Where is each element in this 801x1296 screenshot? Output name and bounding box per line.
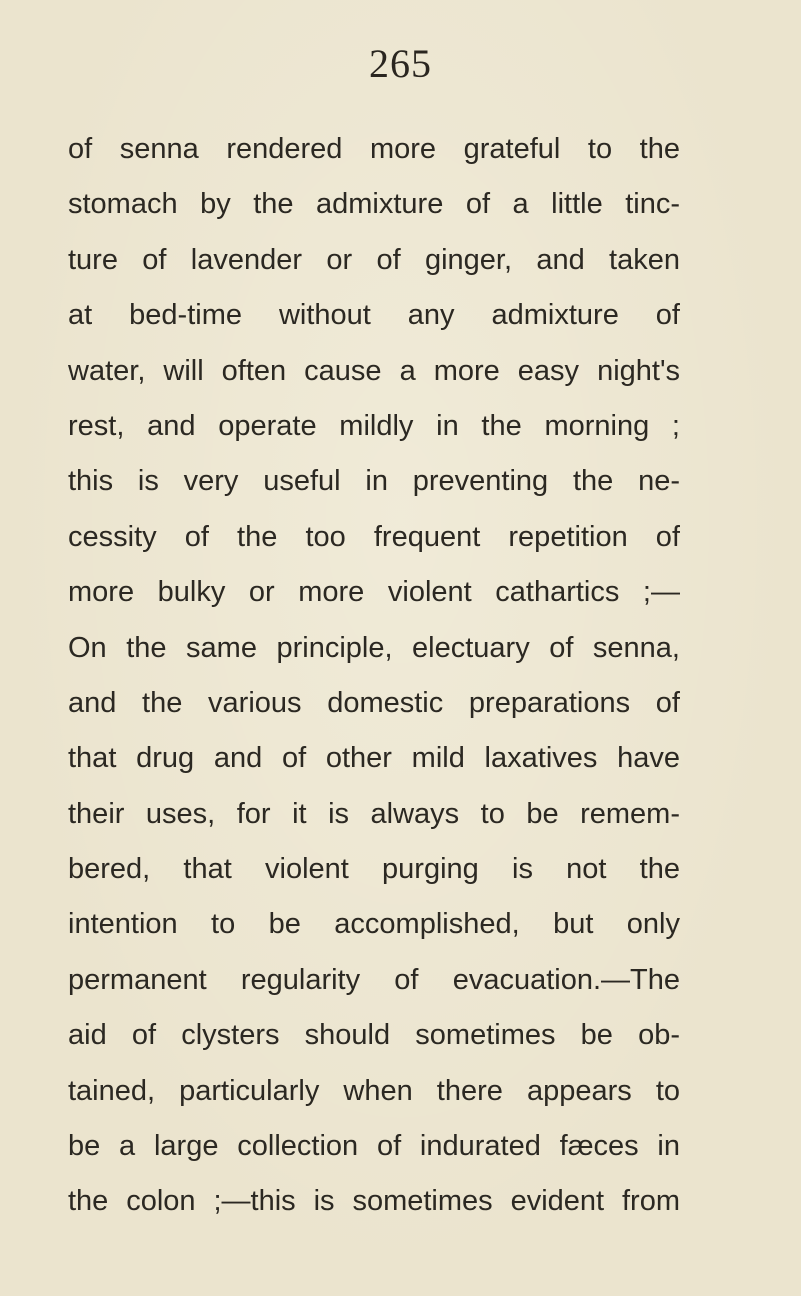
text-line: the colon ;—this is sometimes evident from [68, 1185, 680, 1218]
text-line: tained, particularly when there appears to [68, 1074, 680, 1107]
text-line: intention to be accomplished, but only [68, 908, 680, 941]
text-line: stomach by the admixture of a little tinc- [68, 188, 680, 221]
text-line: rest, and operate mildly in the morning ; [68, 409, 680, 442]
text-line: permanent regularity of evacuation.—The [68, 963, 680, 996]
text-line: aid of clysters should sometimes be ob- [68, 1019, 680, 1052]
text-line: water, will often cause a more easy night's [68, 354, 680, 387]
text-line: of senna rendered more grateful to the [68, 133, 680, 165]
page-number: 265 [369, 41, 432, 86]
text-line: be a large collection of indurated fæces in [68, 1130, 680, 1163]
text-line: at bed-time without any admixture of [68, 299, 680, 332]
text-line: this is very useful in preventing the ne- [68, 465, 680, 498]
text-line: that drug and of other mild laxatives have [68, 742, 680, 775]
text-line: more bulky or more violent cathartics ;— [68, 576, 680, 609]
text-line: and the various domestic preparations of [68, 686, 680, 719]
text-line: On the same principle, electuary of senna, [68, 631, 680, 664]
body-text [68, 122, 680, 1230]
text-line: bered, that violent purging is not the [68, 853, 680, 886]
text-line: ture of lavender or of ginger, and taken [68, 243, 680, 276]
text-line: cessity of the too frequent repetition of [68, 520, 680, 553]
text-line: their uses, for it is always to be remem- [68, 797, 680, 830]
